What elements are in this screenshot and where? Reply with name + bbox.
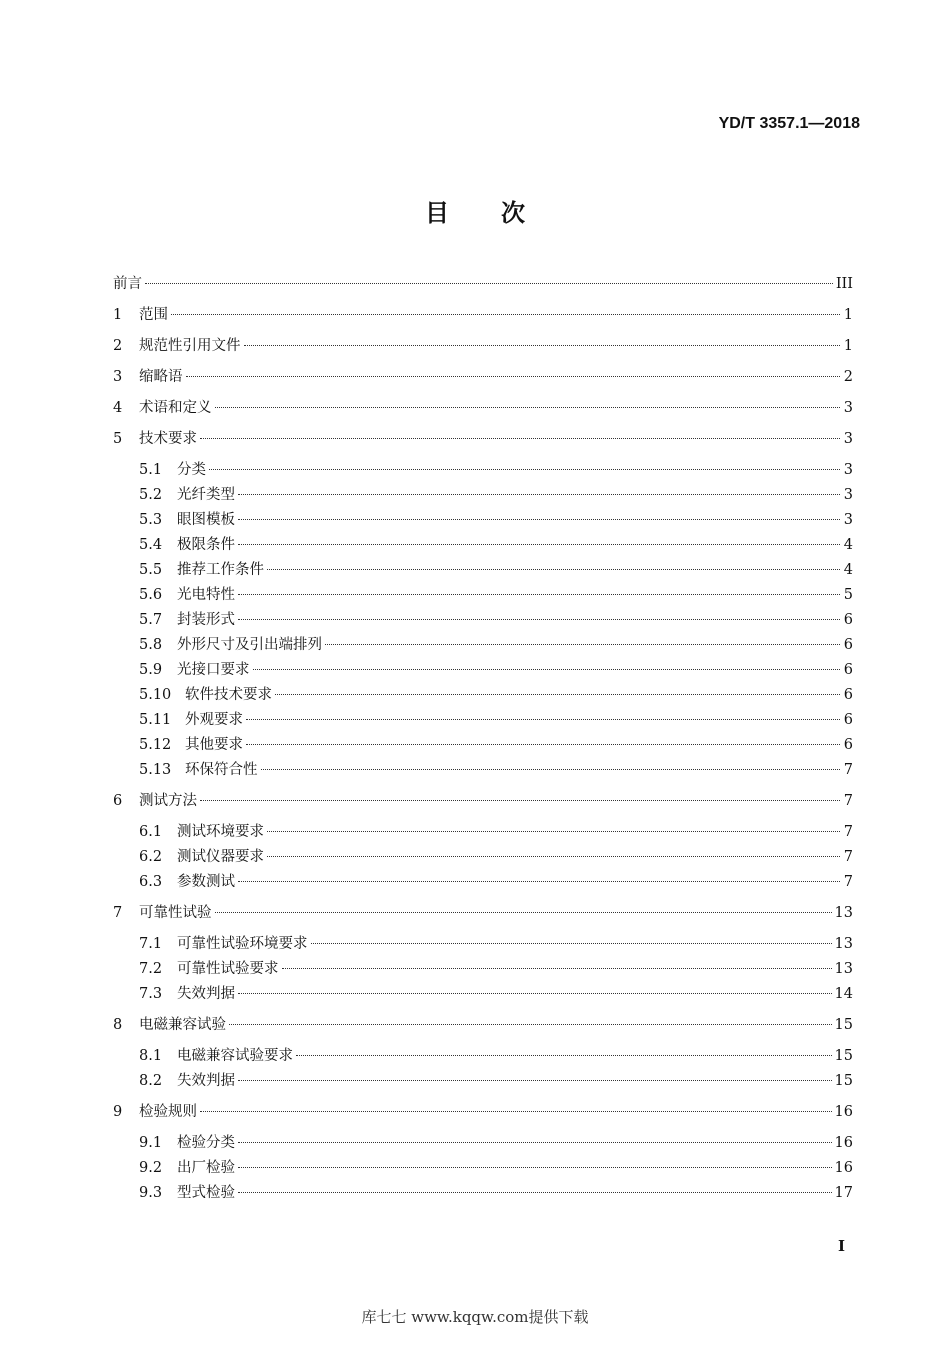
toc-entry[interactable] [139, 484, 853, 506]
toc-entry-page: 3 [843, 462, 853, 478]
toc-entry[interactable] [139, 559, 853, 581]
toc-entry-label: 型式检验 [177, 1185, 235, 1201]
toc-entry[interactable] [139, 534, 853, 556]
toc-entry[interactable] [139, 584, 853, 606]
toc-entry-number: 5.13 [139, 762, 172, 778]
toc-entry-label: 范围 [139, 307, 168, 323]
toc-entry-label: 技术要求 [139, 431, 197, 447]
toc-entry-page: 17 [834, 1185, 853, 1201]
toc-entry[interactable] [139, 459, 853, 481]
toc-entry-page: 13 [834, 936, 853, 952]
toc-entry[interactable] [139, 1182, 853, 1204]
toc-entry-number: 5.1 [139, 462, 163, 478]
toc-entry-label: 推荐工作条件 [177, 562, 264, 578]
toc-entry-page: 4 [843, 537, 853, 553]
page-folio: I [837, 1237, 845, 1255]
toc-entry[interactable] [139, 871, 853, 893]
toc-dot-leader [275, 693, 840, 695]
toc-entry-label: 可靠性试验 [139, 905, 212, 921]
toc-entry-label: 规范性引用文件 [139, 338, 241, 354]
toc-dot-leader [200, 1110, 832, 1112]
toc-entry-page: 3 [843, 431, 853, 447]
toc-entry-label: 眼图模板 [177, 512, 235, 528]
download-footer: 库七七 www.kqqw.com提供下载 [361, 1308, 589, 1326]
toc-entry[interactable] [113, 1014, 853, 1036]
toc-entry-page: 6 [843, 687, 853, 703]
toc-entry-label: 参数测试 [177, 874, 235, 890]
toc-entry-page: 14 [834, 986, 853, 1002]
toc-dot-leader [244, 344, 841, 346]
toc-entry-number: 5.2 [139, 487, 163, 503]
toc-entry-page: 7 [843, 824, 853, 840]
toc-dot-leader [261, 768, 841, 770]
toc-entry-page: 6 [843, 712, 853, 728]
toc-entry-number: 5.9 [139, 662, 163, 678]
toc-entry-label: 封装形式 [177, 612, 235, 628]
toc-entry-page: 5 [843, 587, 853, 603]
toc-entry-page: 15 [834, 1073, 853, 1089]
toc-entry-label: 测试仪器要求 [177, 849, 264, 865]
toc-dot-leader [311, 942, 832, 944]
toc-entry-label: 可靠性试验环境要求 [177, 936, 308, 952]
toc-entry-label: 分类 [177, 462, 206, 478]
toc-entry[interactable] [139, 1132, 853, 1154]
toc-entry-label: 光接口要求 [177, 662, 250, 678]
toc-entry-page: 2 [843, 369, 853, 385]
toc-dot-leader [238, 1166, 832, 1168]
toc-entry-number: 5 [113, 431, 123, 447]
toc-dot-leader [200, 437, 840, 439]
toc-entry-page: 16 [834, 1160, 853, 1176]
toc-dot-leader [200, 799, 840, 801]
toc-entry[interactable] [139, 609, 853, 631]
toc-entry-page: 6 [843, 737, 853, 753]
toc-entry-number: 9.1 [139, 1135, 163, 1151]
toc-entry-label: 前言 [113, 276, 142, 292]
toc-entry[interactable] [139, 709, 853, 731]
toc-entry-label: 环保符合性 [185, 762, 258, 778]
toc-entry-page: 13 [834, 961, 853, 977]
toc-entry-page: 3 [843, 400, 853, 416]
toc-entry-label: 其他要求 [185, 737, 243, 753]
toc-entry[interactable] [139, 846, 853, 868]
toc-entry[interactable] [139, 684, 853, 706]
toc-dot-leader [238, 1079, 832, 1081]
toc-entry-label: 可靠性试验要求 [177, 961, 279, 977]
toc-entry-number: 9 [113, 1104, 123, 1120]
toc-entry-number: 4 [113, 400, 123, 416]
toc-entry[interactable] [113, 397, 853, 419]
toc-entry[interactable] [139, 1045, 853, 1067]
toc-entry-number: 8.1 [139, 1048, 163, 1064]
toc-entry-page: 7 [843, 793, 853, 809]
toc-dot-leader [215, 406, 841, 408]
toc-entry-label: 测试方法 [139, 793, 197, 809]
toc-entry[interactable] [139, 634, 853, 656]
toc-entry-label: 缩略语 [139, 369, 183, 385]
toc-dot-leader [171, 313, 840, 315]
page-title [0, 193, 950, 228]
toc-entry-label: 电磁兼容试验 [139, 1017, 226, 1033]
toc-entry[interactable] [139, 509, 853, 531]
toc-entry-page: 7 [843, 762, 853, 778]
toc-dot-leader [267, 568, 840, 570]
toc-dot-leader [145, 282, 833, 284]
toc-entry[interactable] [139, 1157, 853, 1179]
toc-entry-number: 8 [113, 1017, 123, 1033]
toc-entry-number: 6 [113, 793, 123, 809]
toc-dot-leader [267, 830, 840, 832]
toc-entry-number: 8.2 [139, 1073, 163, 1089]
toc-entry-label: 外观要求 [185, 712, 243, 728]
toc-dot-leader [253, 668, 841, 670]
toc-dot-leader [296, 1054, 832, 1056]
toc-entry-number: 5.12 [139, 737, 172, 753]
toc-entry[interactable] [113, 428, 853, 450]
toc-entry-page: 13 [834, 905, 853, 921]
toc-entry-page: 15 [834, 1017, 853, 1033]
toc-dot-leader [246, 743, 840, 745]
title-char-2: 次 [501, 199, 525, 227]
toc-dot-leader [238, 618, 840, 620]
toc-entry-number: 6.1 [139, 824, 163, 840]
toc-entry-label: 极限条件 [177, 537, 235, 553]
toc-entry-label: 术语和定义 [139, 400, 212, 416]
toc-entry[interactable] [113, 335, 853, 357]
toc-entry-number: 3 [113, 369, 123, 385]
toc-entry-number: 7 [113, 905, 123, 921]
title-char-1: 目 [425, 199, 449, 227]
toc-entry-label: 检验规则 [139, 1104, 197, 1120]
toc-dot-leader [238, 992, 832, 994]
toc-entry-label: 软件技术要求 [185, 687, 272, 703]
toc-entry-page: 3 [843, 487, 853, 503]
toc-entry-page: 6 [843, 637, 853, 653]
toc-entry-page: 4 [843, 562, 853, 578]
toc-entry-number: 9.2 [139, 1160, 163, 1176]
toc-entry[interactable] [139, 983, 853, 1005]
toc-entry[interactable] [139, 933, 853, 955]
toc-entry-page: 3 [843, 512, 853, 528]
toc-entry[interactable] [113, 790, 853, 812]
toc-entry-number: 5.4 [139, 537, 163, 553]
toc-dot-leader [215, 911, 832, 913]
toc-entry-number: 5.11 [139, 712, 172, 728]
toc-entry-page: 16 [834, 1135, 853, 1151]
toc-entry-number: 1 [113, 307, 123, 323]
toc-entry-page: 7 [843, 874, 853, 890]
toc-entry-label: 光电特性 [177, 587, 235, 603]
toc-entry-number: 9.3 [139, 1185, 163, 1201]
toc-entry-page: 15 [834, 1048, 853, 1064]
toc-entry[interactable] [139, 958, 853, 980]
toc-entry-label: 失效判据 [177, 1073, 235, 1089]
toc-entry-number: 7.2 [139, 961, 163, 977]
toc-entry-label: 外形尺寸及引出端排列 [177, 637, 322, 653]
toc-entry[interactable] [113, 902, 853, 924]
toc-entry[interactable] [113, 1101, 853, 1123]
toc-entry-page: 6 [843, 662, 853, 678]
toc-entry[interactable] [113, 273, 853, 295]
toc-entry[interactable] [139, 659, 853, 681]
toc-dot-leader [238, 1191, 832, 1193]
toc-dot-leader [209, 468, 840, 470]
toc-entry-number: 5.5 [139, 562, 163, 578]
toc-dot-leader [238, 1141, 832, 1143]
toc-entry[interactable] [113, 304, 853, 326]
standard-number: YD/T 3357.1—2018 [718, 115, 860, 132]
toc-entry-label: 失效判据 [177, 986, 235, 1002]
toc-entry-number: 6.2 [139, 849, 163, 865]
toc-entry-label: 检验分类 [177, 1135, 235, 1151]
toc-entry-label: 出厂检验 [177, 1160, 235, 1176]
toc-entry-number: 5.6 [139, 587, 163, 603]
toc-entry[interactable] [139, 821, 853, 843]
toc-entry-page: 1 [843, 307, 853, 323]
toc-entry[interactable] [113, 366, 853, 388]
toc-entry-page: 16 [834, 1104, 853, 1120]
toc-entry-number: 2 [113, 338, 123, 354]
toc-dot-leader [238, 880, 840, 882]
toc-dot-leader [267, 855, 840, 857]
toc-dot-leader [238, 543, 840, 545]
toc-entry[interactable] [139, 734, 853, 756]
toc-entry[interactable] [139, 1070, 853, 1092]
toc-dot-leader [229, 1023, 832, 1025]
toc-entry-number: 5.3 [139, 512, 163, 528]
toc-dot-leader [282, 967, 832, 969]
toc-dot-leader [238, 593, 840, 595]
toc-entry-label: 测试环境要求 [177, 824, 264, 840]
toc-entry-page: 1 [843, 338, 853, 354]
toc-dot-leader [186, 375, 841, 377]
toc-entry-number: 6.3 [139, 874, 163, 890]
toc-dot-leader [238, 493, 840, 495]
toc-entry-label: 电磁兼容试验要求 [177, 1048, 293, 1064]
toc-entry-label: 光纤类型 [177, 487, 235, 503]
toc-dot-leader [325, 643, 840, 645]
toc-entry-number: 5.8 [139, 637, 163, 653]
toc-entry[interactable] [139, 759, 853, 781]
toc-entry-number: 5.7 [139, 612, 163, 628]
toc-entry-number: 7.1 [139, 936, 163, 952]
toc-entry-number: 5.10 [139, 687, 172, 703]
toc-entry-page: III [835, 276, 853, 292]
toc-entry-number: 7.3 [139, 986, 163, 1002]
toc-dot-leader [246, 718, 840, 720]
toc-dot-leader [238, 518, 840, 520]
toc-entry-page: 6 [843, 612, 853, 628]
toc-entry-page: 7 [843, 849, 853, 865]
